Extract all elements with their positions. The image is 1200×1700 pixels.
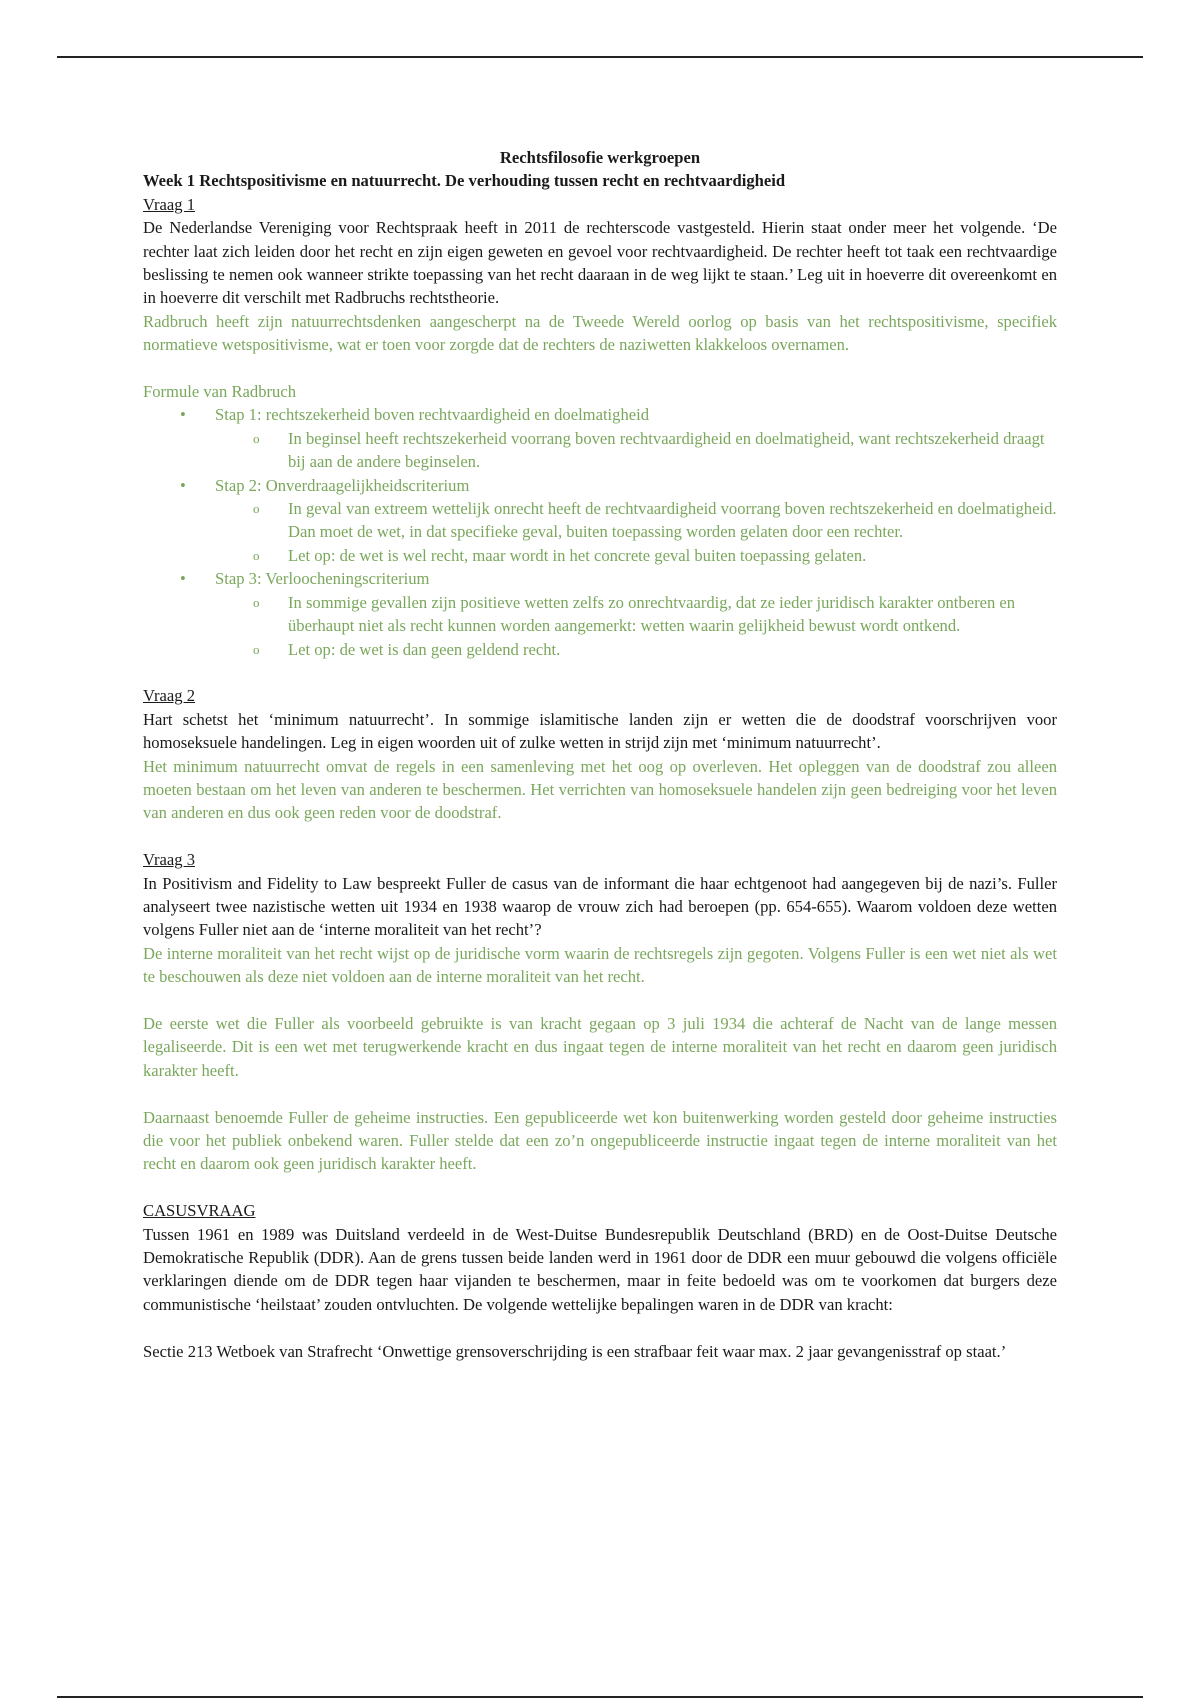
radbruch-steps	[143, 403, 1057, 660]
casus-section: Sectie 213 Wetboek van Strafrecht ‘Onwettige grensoverschrijding is een strafbaar feit waar max. 2 jaar gevangenisstraf op staat.’	[143, 1341, 1007, 1361]
spacer	[143, 989, 1057, 1012]
spacer	[143, 1316, 1057, 1339]
sub-text: In geval van extreem wettelijk onrecht heeft de rechtvaardigheid voorrang boven rechtszekerheid en doelmatigheid. Dan moet de wet, in dat specifieke geval, buiten toepassing worden gelaten door een rechter.	[288, 499, 1057, 542]
spacer	[143, 1176, 1057, 1199]
step-sublist	[215, 591, 1057, 661]
circle-bullet-icon: o	[253, 547, 260, 563]
week-heading: Week 1 Rechtspositivisme en natuurrecht. De verhouding tussen recht en rechtvaardigheid	[143, 171, 786, 191]
bottom-rule	[57, 1696, 1143, 1698]
q3-question: In Positivism and Fidelity to Law bespreekt Fuller de casus van de informant die haar echtgenoot had aangegeven bij de nazi’s. Fuller analyseert twee nazistische wetten uit 1934 en 1938 waarop de vrouw zich had beroepen (pp. 654-655). Waarom voldoen deze wetten volgens Fuller niet aan de ‘interne moraliteit van het recht’?	[143, 873, 1057, 940]
q3-answer-2: De eerste wet die Fuller als voorbeeld gebruikte is van kracht gegaan op 3 juli 1934 die achteraf de Nacht van de lange messen legaliseerde. Dit is een wet met terugwerkende kracht en dus ingaat tegen de interne moraliteit van het recht en daarom geen juridisch karakter heeft.	[143, 1013, 1057, 1080]
step-label: Stap 1: rechtszekerheid boven rechtvaardigheid en doelmatigheid	[215, 405, 650, 425]
spacer	[143, 661, 1057, 684]
bullet-icon: •	[180, 569, 186, 589]
q2-heading: Vraag 2	[143, 686, 195, 706]
formula-title: Formule van Radbruch	[143, 382, 296, 402]
q2-question: Hart schetst het ‘minimum natuurrecht’. In sommige islamitische landen zijn er wetten die de doodstraf voorschrijven voor homoseksuele handelingen. Leg in eigen woorden uit of zulke wetten in strijd zijn met ‘minimum natuurrecht’.	[143, 709, 1057, 753]
circle-bullet-icon: o	[253, 594, 260, 610]
casus-text: Tussen 1961 en 1989 was Duitsland verdeeld in de West-Duitse Bundesrepublik Deutschland (BRD) en de Oost-Duitse Deutsche Demokratische Republik (DDR). Aan de grens tussen beide landen werd in 1961 door de DDR een muur gebouwd die volgens officiële verklaringen diende om de DDR tegen haar vijanden te beschermen, maar in feite bedoeld was om te voorkomen dat burgers deze communistische ‘heilstaat’ zouden ontvluchten. De volgende wettelijke bepalingen waren in de DDR van kracht:	[143, 1224, 1057, 1314]
sub-text: Let op: de wet is dan geen geldend recht.	[288, 639, 561, 659]
circle-bullet-icon: o	[253, 501, 260, 517]
spacer	[143, 825, 1057, 848]
sub-item	[215, 591, 1057, 638]
document-page	[143, 146, 1057, 1363]
top-rule	[57, 56, 1143, 58]
step-item	[143, 474, 1057, 568]
sub-text: Let op: de wet is wel recht, maar wordt in het concrete geval buiten toepassing gelaten.	[288, 545, 867, 565]
spacer	[143, 357, 1057, 380]
document-title: Rechtsfilosofie werkgroepen	[499, 148, 701, 167]
q1-heading: Vraag 1	[143, 194, 195, 214]
casus-heading: CASUSVRAAG	[143, 1201, 256, 1221]
sub-item	[215, 544, 1057, 567]
q3-heading: Vraag 3	[143, 850, 195, 870]
sub-item	[215, 638, 1057, 661]
step-item	[143, 567, 1057, 661]
step-label: Stap 3: Verloocheningscriterium	[215, 569, 430, 589]
q1-answer: Radbruch heeft zijn natuurrechtsdenken aangescherpt na de Tweede Wereld oorlog op basis van het rechtspositivisme, specifiek normatieve wetspositivisme, wat er toen voor zorgde dat de rechters de naziwetten klakkeloos overnamen.	[143, 311, 1057, 355]
q3-answer-1: De interne moraliteit van het recht wijst op de juridische vorm waarin de rechtsregels zijn gegoten. Volgens Fuller is een wet niet als wet te beschouwen als deze niet voldoen aan de interne moraliteit van het recht.	[143, 943, 1057, 987]
q3-answer-3: Daarnaast benoemde Fuller de geheime instructies. Een gepubliceerde wet kon buitenwerking worden gesteld door geheime instructies die voor het publiek onbekend waren. Fuller stelde dat een zo’n ongepubliceerde instructie ingaat tegen de interne moraliteit van het recht en daarom ook geen juridisch karakter heeft.	[143, 1107, 1057, 1174]
step-sublist	[215, 427, 1057, 474]
q1-question: De Nederlandse Vereniging voor Rechtspraak heeft in 2011 de rechterscode vastgesteld. Hierin staat onder meer het volgende. ‘De rechter laat zich leiden door het recht en zijn eigen geweten en gevoel voor rechtvaardigheid. De rechter heeft tot taak een rechtvaardige beslissing te nemen ook wanneer strikte toepassing van het recht daaraan in de weg lijkt te staan.’ Leg uit in hoeverre dit overeenkomt en in hoeverre dit verschilt met Radbruchs rechtstheorie.	[143, 218, 1057, 308]
circle-bullet-icon: o	[253, 641, 260, 657]
circle-bullet-icon: o	[253, 430, 260, 446]
spacer	[143, 1082, 1057, 1105]
step-label: Stap 2: Onverdraagelijkheidscriterium	[215, 475, 470, 495]
step-item	[143, 403, 1057, 473]
q2-answer: Het minimum natuurrecht omvat de regels in een samenleving met het oog op overleven. Het opleggen van de doodstraf zou alleen moeten bestaan om het leven van anderen te beschermen. Het verrichten van homoseksuele handelen zijn geen bedreiging voor het leven van anderen en dus ook geen reden voor de doodstraf.	[143, 756, 1057, 823]
sub-item	[215, 427, 1057, 474]
bullet-icon: •	[180, 475, 186, 495]
sub-item	[215, 497, 1057, 544]
bullet-icon: •	[180, 405, 186, 425]
sub-text: In sommige gevallen zijn positieve wetten zelfs zo onrechtvaardig, dat ze ieder juridisch karakter ontberen en überhaupt niet als recht kunnen worden aangemerkt: wetten waarin gelijkheid bewust wordt ontkend.	[288, 592, 1016, 636]
sub-text: In beginsel heeft rechtszekerheid voorrang boven rechtvaardigheid en doelmatigheid, want rechtszekerheid draagt bij aan de andere beginselen.	[288, 428, 1045, 472]
step-sublist	[215, 497, 1057, 567]
